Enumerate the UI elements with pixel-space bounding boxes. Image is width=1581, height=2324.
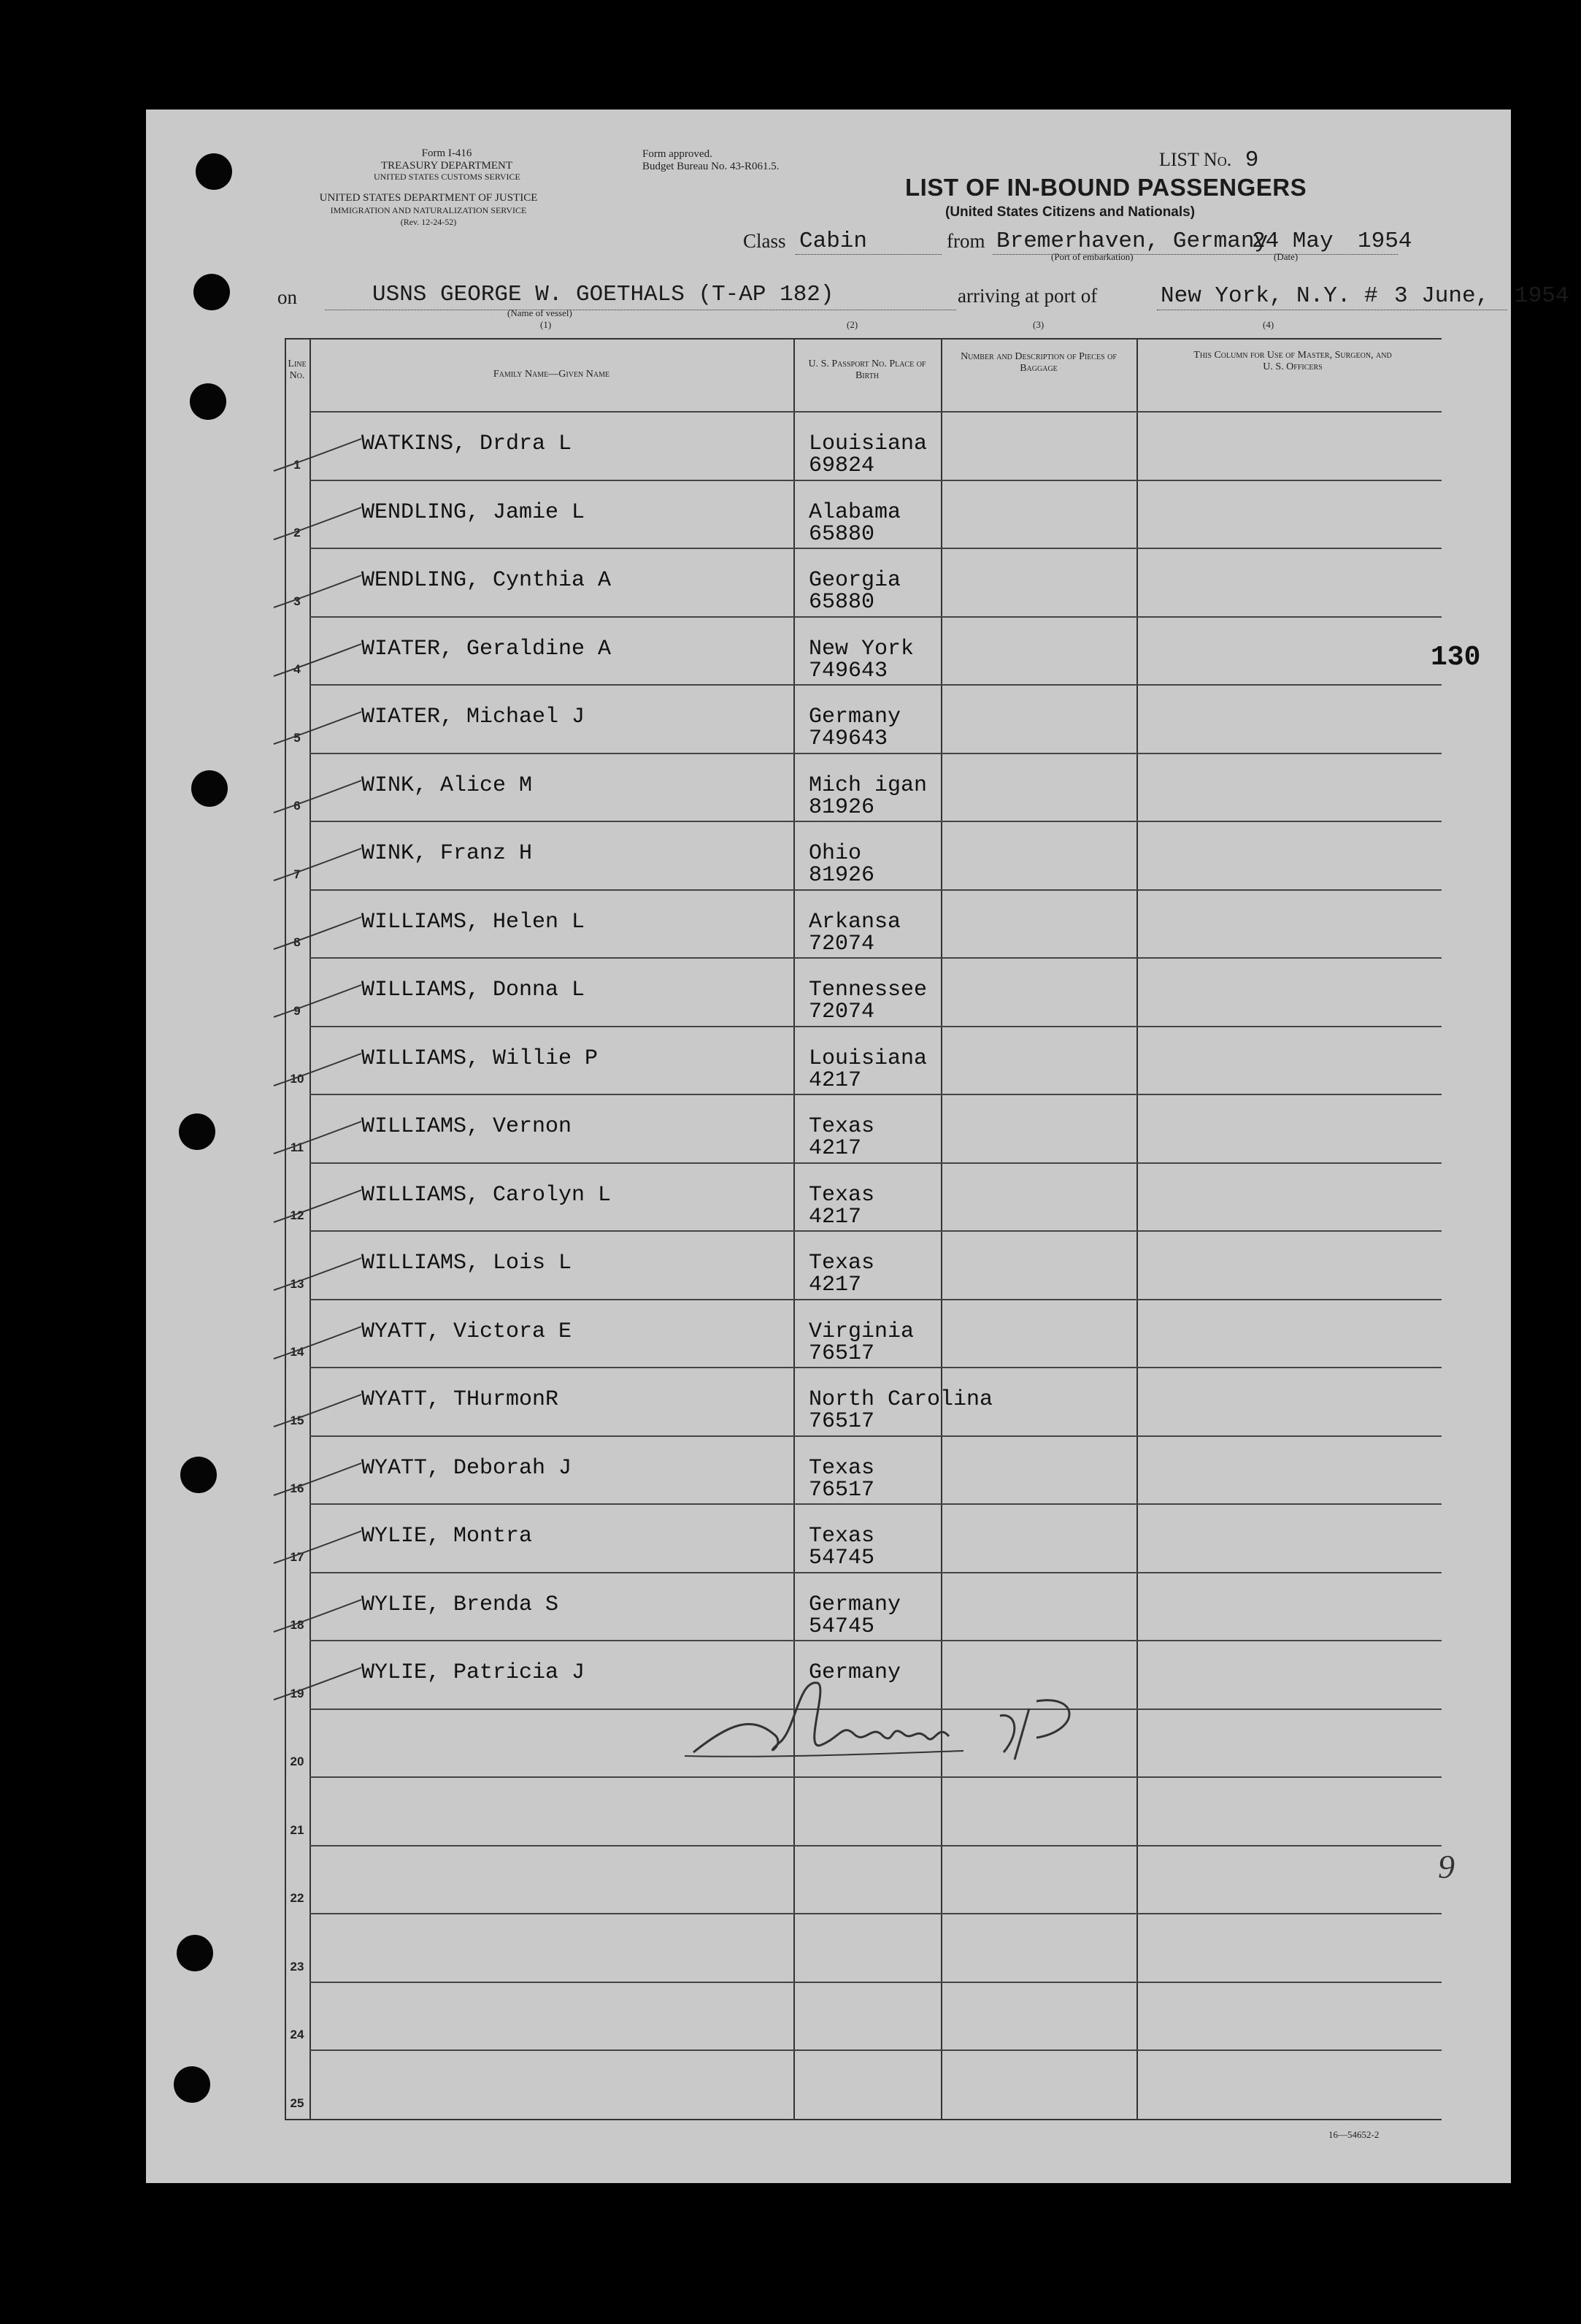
place-of-birth: Texas (809, 1251, 875, 1276)
class-label: Class (743, 230, 786, 252)
form-revision: (Rev. 12-24-52) (400, 217, 457, 227)
footer-code: 16—54652-2 (1328, 2129, 1380, 2140)
row-divider (309, 753, 1442, 754)
line-number: 6 (293, 799, 301, 813)
passport-number: 72074 (809, 1000, 875, 1024)
arrival-year: 1954 (1515, 283, 1569, 309)
row-divider (309, 1503, 1442, 1505)
passenger-name: WIATER, Geraldine A (361, 636, 612, 661)
list-number (1159, 147, 1258, 173)
col-header-officers: This Column for Use of Master, Surgeon, and U. S. Officers (1193, 350, 1392, 372)
place-of-birth: Germany (809, 1660, 901, 1685)
arrival-port: New York, N.Y. # (1161, 283, 1378, 309)
check-mark (270, 570, 365, 613)
column-divider (1136, 338, 1138, 2120)
passenger-name: WYATT, THurmonR (361, 1387, 559, 1412)
line-number: 2 (293, 526, 301, 540)
passenger-name: WILLIAMS, Donna L (361, 978, 585, 1002)
check-mark (270, 502, 365, 545)
check-mark (270, 1321, 365, 1365)
binder-hole (190, 383, 226, 420)
line-number: 13 (290, 1276, 304, 1291)
date-caption: (Date) (1274, 251, 1299, 262)
binder-hole (193, 274, 230, 310)
binder-hole (177, 1935, 213, 1971)
line-number: 17 (290, 1549, 304, 1564)
row-divider (309, 889, 1442, 891)
col-header-line-no: Line No. (288, 358, 307, 381)
justice-dept: UNITED STATES DEPARTMENT OF JUSTICE (319, 192, 538, 204)
col-header-family-name: Family Name—Given Name (493, 369, 610, 380)
place-of-birth: Louisiana (809, 1046, 928, 1071)
check-mark (270, 775, 365, 818)
passport-number: 69824 (809, 453, 875, 478)
vessel-caption: (Name of vessel) (507, 307, 572, 318)
passport-number: 65880 (809, 521, 875, 547)
col-header-passport: U. S. Passport No. Place of Birth (808, 358, 926, 381)
check-mark (270, 1525, 365, 1569)
place-of-birth: Georgia (809, 568, 901, 593)
passport-number: 76517 (809, 1409, 875, 1434)
place-of-birth: Alabama (809, 499, 901, 525)
line-number: 7 (293, 867, 301, 881)
binder-hole (191, 770, 228, 807)
place-of-birth: Ohio (809, 841, 862, 866)
passport-number: 76517 (809, 1477, 875, 1503)
line-number: 11 (291, 1140, 304, 1154)
treasury-dept: TREASURY DEPARTMENT (380, 160, 513, 172)
passenger-name: WENDLING, Cynthia A (361, 568, 612, 593)
row-divider (309, 1845, 1442, 1846)
row-divider (309, 1094, 1442, 1095)
line-number: 25 (290, 2095, 304, 2110)
line-number: 24 (290, 2028, 304, 2041)
row-divider (309, 957, 1442, 959)
passenger-name: WILLIAMS, Lois L (361, 1251, 572, 1276)
check-mark (270, 706, 365, 750)
row-divider (309, 1435, 1442, 1437)
manifest-page (146, 110, 1569, 2183)
row-divider (309, 616, 1442, 618)
line-number: 14 (290, 1345, 304, 1359)
place-of-birth: Mich igan (809, 772, 928, 798)
passport-number: 4217 (809, 1273, 862, 1297)
passenger-name: WINK, Franz H (361, 841, 533, 866)
passenger-name: WILLIAMS, Willie P (361, 1046, 599, 1071)
passport-number: 749643 (809, 726, 888, 751)
passenger-name: WYLIE, Patricia J (361, 1660, 585, 1685)
line-number: 20 (290, 1754, 304, 1768)
col-header-baggage: Number and Description of Pieces of Baggage (961, 351, 1117, 374)
port-embarkation-caption: (Port of embarkation) (1051, 251, 1134, 262)
row-divider (309, 684, 1442, 686)
row-divider (309, 1367, 1442, 1368)
passenger-name: WILLIAMS, Vernon (361, 1114, 572, 1139)
col4-caption: (4) (1263, 319, 1274, 330)
passport-number: 81926 (809, 863, 875, 888)
check-mark (270, 911, 365, 955)
ins-service: IMMIGRATION AND NATURALIZATION SERVICE (330, 205, 527, 215)
line-number: 19 (290, 1686, 304, 1700)
form-number: Form I-416 (421, 147, 472, 159)
table-bottom-border (285, 2119, 1442, 2120)
check-mark (270, 1457, 365, 1501)
check-mark (270, 1116, 365, 1159)
row-divider (309, 411, 1442, 413)
embarkation-date: 24 May (1252, 229, 1334, 254)
line-number: 3 (293, 594, 301, 608)
passport-number: 749643 (809, 658, 888, 683)
line-number: 21 (290, 1822, 304, 1837)
passenger-name: WATKINS, Drdra L (361, 432, 572, 456)
place-of-birth: Texas (809, 1455, 875, 1481)
row-divider (309, 480, 1442, 481)
row-divider (309, 1162, 1442, 1164)
passenger-name: WENDLING, Jamie L (361, 499, 585, 525)
row-divider (309, 1299, 1442, 1300)
line-number: 9 (293, 1003, 301, 1018)
passenger-name: WYLIE, Brenda S (361, 1592, 559, 1617)
row-divider (309, 548, 1442, 549)
margin-mark: 9 (1438, 1848, 1455, 1885)
place-of-birth: New York (809, 636, 915, 661)
passenger-name: WILLIAMS, Helen L (361, 909, 585, 935)
passenger-name: WINK, Alice M (361, 772, 533, 798)
check-mark (270, 1662, 365, 1706)
passport-number: 4217 (809, 1204, 862, 1230)
passenger-name: WIATER, Michael J (361, 705, 585, 729)
line-number: 15 (290, 1413, 304, 1427)
line-number: 22 (290, 1891, 304, 1905)
check-mark (270, 979, 365, 1023)
passport-number: 76517 (809, 1341, 875, 1366)
on-label: on (277, 286, 297, 308)
passenger-name: WYLIE, Montra (361, 1524, 533, 1549)
passport-number: 54745 (809, 1614, 875, 1639)
passenger-name: WYATT, Victora E (361, 1319, 572, 1344)
place-of-birth: Germany (809, 705, 901, 729)
passenger-table (285, 338, 1481, 2120)
line-number: 8 (293, 935, 301, 949)
passport-number: 72074 (809, 931, 875, 956)
passport-number: 65880 (809, 590, 875, 615)
embarkation-port: Bremerhaven, Germany (996, 229, 1269, 254)
class-value: Cabin (799, 229, 868, 254)
line-number: 1 (293, 457, 301, 472)
officer-note: 130 (1431, 641, 1481, 673)
place-of-birth: Arkansa (809, 909, 901, 935)
row-divider (309, 1640, 1442, 1641)
document-subtitle: (United States Citizens and Nationals) (945, 204, 1196, 220)
column-divider (793, 338, 795, 2120)
check-mark (270, 1389, 365, 1433)
document-title: LIST OF IN-BOUND PASSENGERS (905, 174, 1307, 201)
line-number: 18 (290, 1618, 304, 1632)
row-divider (309, 1982, 1442, 1983)
embarkation-year: 1954 (1358, 229, 1412, 254)
check-mark (270, 1048, 365, 1092)
list-number-label: LIST No. (1159, 149, 1232, 170)
check-mark (270, 638, 365, 682)
passport-number: 4217 (809, 1067, 862, 1093)
arriving-label: arriving at port of (958, 285, 1098, 307)
passenger-name: WILLIAMS, Carolyn L (361, 1182, 612, 1208)
vessel-name: USNS GEORGE W. GOETHALS (T-AP 182) (372, 282, 834, 307)
passenger-name: WYATT, Deborah J (361, 1455, 572, 1481)
line-number: 10 (290, 1072, 304, 1086)
place-of-birth: Tennessee (809, 978, 928, 1002)
check-mark (270, 843, 365, 886)
place-of-birth: Virginia (809, 1319, 915, 1344)
passport-number: 81926 (809, 794, 875, 820)
place-of-birth: Texas (809, 1524, 875, 1549)
arrival-date: 3 June, (1394, 283, 1490, 309)
place-of-birth: Texas (809, 1114, 875, 1139)
line-number: 23 (290, 1959, 304, 1974)
line-number: 12 (290, 1208, 304, 1222)
check-mark (270, 433, 365, 477)
binder-hole (174, 2066, 210, 2103)
line-number: 5 (293, 730, 301, 745)
line-number: 4 (293, 662, 301, 676)
handwritten-signature (672, 1672, 1168, 1789)
row-divider (309, 821, 1442, 822)
place-of-birth: North Carolina (809, 1387, 993, 1412)
binder-hole (196, 153, 232, 190)
field-underline (796, 254, 942, 255)
binder-hole (179, 1113, 215, 1150)
check-mark (270, 1184, 365, 1228)
passport-number: 4217 (809, 1136, 862, 1161)
place-of-birth: Germany (809, 1592, 901, 1617)
column-divider (941, 338, 942, 2120)
col2-caption: (2) (847, 319, 858, 330)
from-label: from (947, 230, 985, 252)
check-mark (270, 1252, 365, 1296)
list-number-value: 9 (1245, 147, 1259, 173)
col1-caption: (1) (540, 319, 552, 330)
row-divider (309, 1913, 1442, 1914)
binder-hole (180, 1457, 217, 1493)
row-divider (309, 1572, 1442, 1573)
row-divider (309, 1230, 1442, 1232)
place-of-birth: Texas (809, 1182, 875, 1208)
line-number: 16 (290, 1481, 304, 1495)
table-top-border (285, 338, 1442, 340)
passport-number: 54745 (809, 1546, 875, 1571)
check-mark (270, 1594, 365, 1638)
budget-bureau: Budget Bureau No. 43-R061.5. (642, 161, 780, 172)
form-approved: Form approved. (642, 148, 712, 160)
customs-service: UNITED STATES CUSTOMS SERVICE (374, 172, 520, 182)
row-divider (309, 1026, 1442, 1027)
row-divider (309, 2049, 1442, 2051)
place-of-birth: Louisiana (809, 432, 928, 456)
col3-caption: (3) (1033, 319, 1045, 330)
